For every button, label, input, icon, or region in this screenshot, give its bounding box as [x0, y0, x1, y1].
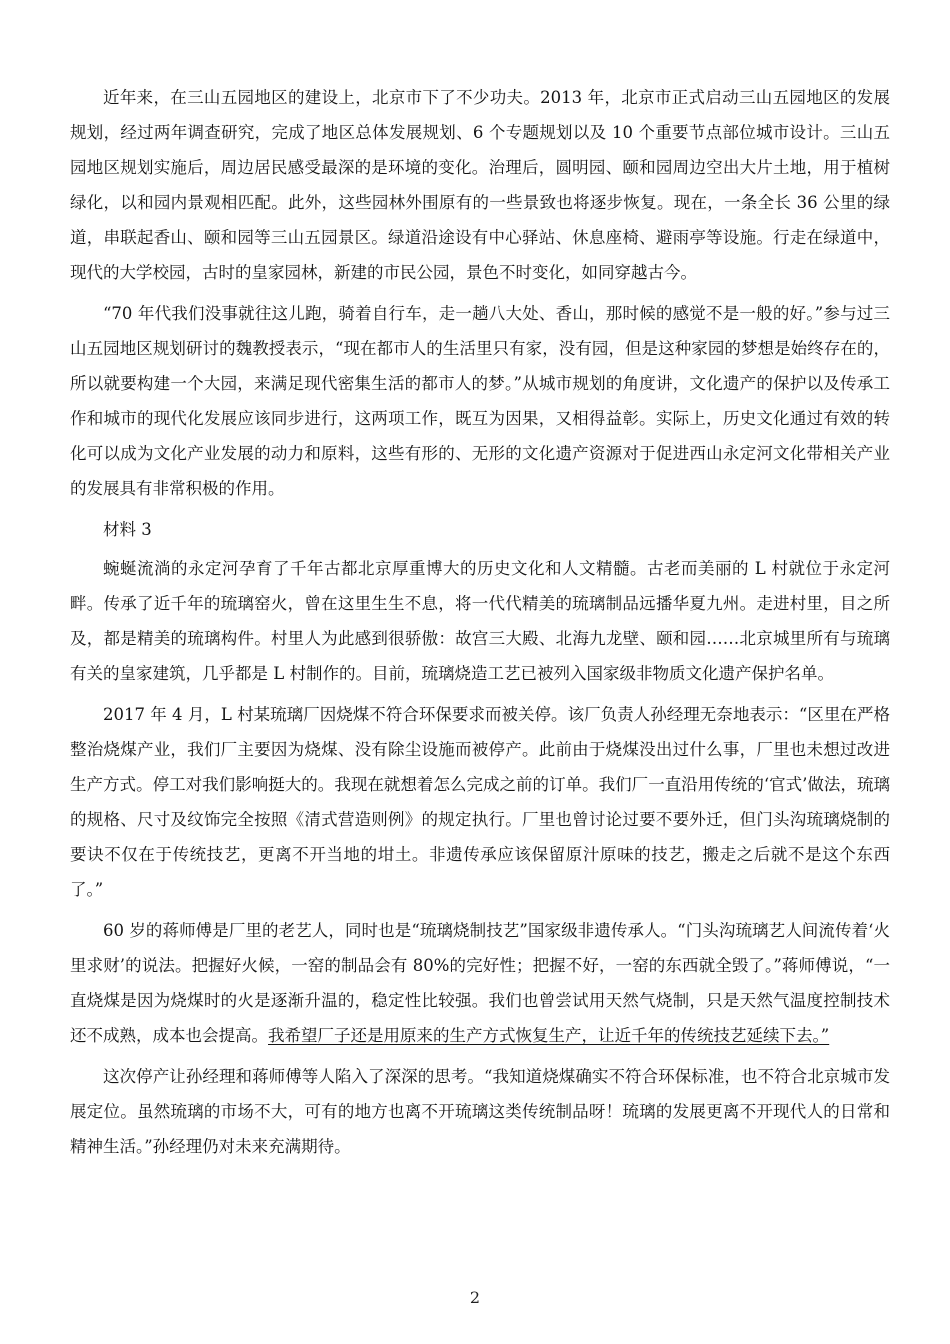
paragraph-factory-shutdown: 2017 年 4 月，L 村某琉璃厂因烧煤不符合环保要求而被关停。该厂负责人孙经理无奈地表示：“区里在严格整治烧煤产业，我们厂主要因为烧煤、没有除尘设施而被停产。此前由于烧煤没出过什么事，厂里也未想过改进生产方式。停工对我们影响挺大的。我现在就想着怎么完成之前的订单。我们厂一直沿用传统的‘官式’做法，琉璃的规格、尺寸及纹饰完全按照《清式营造则例》的规定执行。厂里也曾讨论过要不要外迁，但门头沟琉璃烧制的要诀不仅在于传统技艺，更离不开当地的坩土。非遗传承应该保留原汁原味的技艺，搬走之后就不是这个东西了。”	[70, 705, 890, 899]
paragraph-professor-wei-quote: “70 年代我们没事就往这儿跑，骑着自行车，走一趟八大处、香山，那时候的感觉不是一般的好。”参与过三山五园地区规划研讨的魏教授表示，“现在都市人的生活里只有家，没有园，但是这种家园的梦想是始终存在的，所以就要构建一个大园，来满足现代密集生活的都市人的梦。”从城市规划的角度讲，文化遗产的保护以及传承工作和城市的现代化发展应该同步进行，这两项工作，既互为因果，又相得益彰。实际上，历史文化通过有效的转化可以成为文化产业发展的动力和原料，这些有形的、无形的文化遗产资源对于促进西山永定河文化带相关产业的发展具有非常积极的作用。	[70, 304, 890, 498]
paragraph-reflection: 这次停产让孙经理和蒋师傅等人陷入了深深的思考。“我知道烧煤确实不符合环保标准，也不符合北京城市发展定位。虽然琉璃的市场不大，可有的地方也离不开琉璃这类传统制品呀！琉璃的发展更离不开现代人的日常和精神生活。”孙经理仍对未来充满期待。	[70, 1067, 890, 1156]
paragraph-master-jiang	[70, 913, 890, 1053]
paragraph-sanshan-wuyuan-construction: 近年来，在三山五园地区的建设上，北京市下了不少功夫。2013 年，北京市正式启动三山五园地区的发展规划，经过两年调查研究，完成了地区总体发展规划、6 个专题规划以及 10 个重要节点部位城市设计。三山五园地区规划实施后，周边居民感受最深的是环境的变化。治理后，圆明园、颐和园周边空出大片土地，用于植树绿化，以和园内景观相匹配。此外，这些园林外围原有的一些景致也将逐步恢复。现在，一条全长 36 公里的绿道，串联起香山、颐和园等三山五园景区。绿道沿途设有中心驿站、休息座椅、避雨亭等设施。行走在绿道中，现代的大学校园，古时的皇家园林，新建的市民公园，景色不时变化，如同穿越古今。	[70, 88, 890, 282]
page-number: 2	[469, 1288, 481, 1307]
underlined-quote: 我希望厂子还是用原来的生产方式恢复生产，让近千年的传统技艺延续下去。”	[268, 1026, 830, 1045]
document-body	[70, 80, 890, 1168]
section-heading-material-3: 材料 3	[103, 520, 152, 539]
master-jiang-text: 60 岁的蒋师傅是厂里的老艺人，同时也是“琉璃烧制技艺”国家级非遗传承人。“门头沟琉璃艺人间流传着‘火里求财’的说法。把握好火候，一窑的制品会有 80%的完好性；把握不好，一窑的东西就全毁了。”蒋师傅说，“一直烧煤是因为烧煤时的火是逐渐升温的，稳定性比较强。我们也曾尝试用天然气烧制，只是天然气温度控制技术还不成熟，成本也会提高。	[70, 921, 890, 1045]
paragraph-l-village-glazed-tiles: 蜿蜒流淌的永定河孕育了千年古都北京厚重博大的历史文化和人文精髓。古老而美丽的 L 村就位于永定河畔。传承了近千年的琉璃窑火，曾在这里生生不息，将一代代精美的琉璃制品远播华夏九州。走进村里，目之所及，都是精美的琉璃构件。村里人为此感到很骄傲：故宫三大殿、北海九龙壁、颐和园……北京城里所有与琉璃有关的皇家建筑，几乎都是 L 村制作的。目前，琉璃烧造工艺已被列入国家级非物质文化遗产保护名单。	[70, 559, 890, 683]
